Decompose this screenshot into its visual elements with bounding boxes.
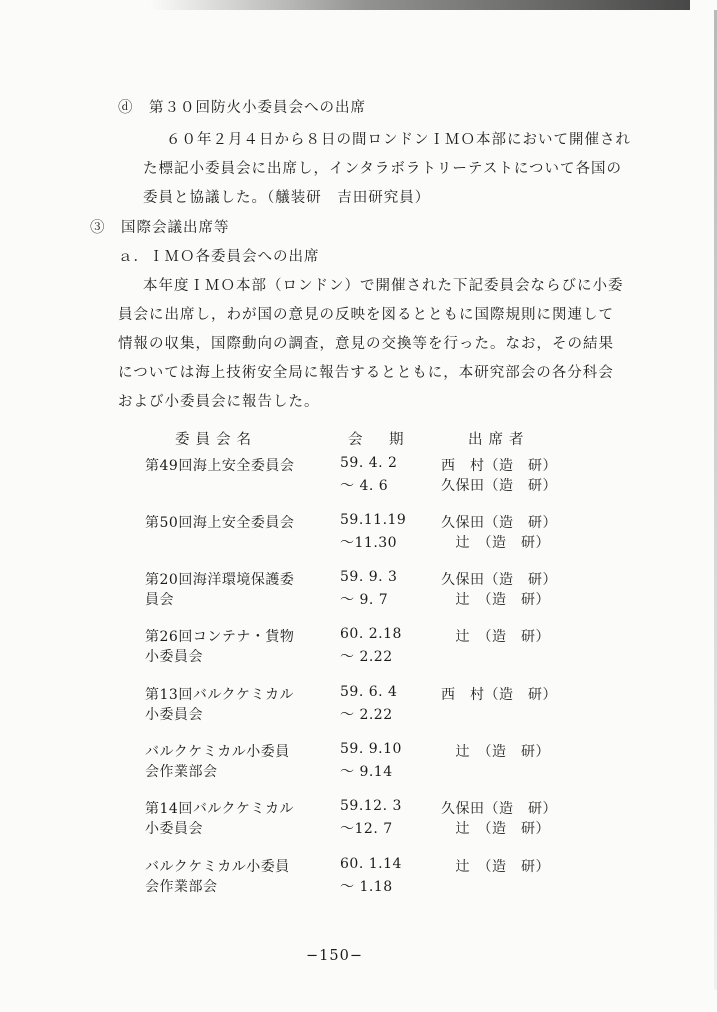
attendee-cell: 辻 （造 研） (441, 821, 550, 837)
scan-edge-shadow (150, 0, 690, 10)
paragraph-line: ６０年２月４日から８日の間ロンドンＩＭＯ本部において開催され (166, 132, 631, 148)
committee-name-cell: 小委員会 (145, 707, 203, 723)
attendee-cell: 久保田（造 研） (441, 801, 557, 817)
paragraph-line: 本年度ＩＭＯ本部（ロンドン）で開催された下記委員会ならびに小委 (143, 278, 624, 294)
committee-name-cell: 第26回コンテナ・貨物 (145, 629, 295, 645)
attendee-cell: 久保田（造 研） (441, 572, 557, 588)
committee-name-cell: バルクケミカル小委員 (145, 859, 290, 875)
attendee-cell: 辻 （造 研） (441, 629, 550, 645)
period-cell: 59. 9. 3 (340, 569, 398, 585)
committee-name-cell: 第13回バルクケミカル (145, 687, 295, 703)
committee-name-cell: 会作業部会 (145, 879, 218, 895)
committee-name-cell: 会作業部会 (145, 764, 218, 780)
period-cell: ～ 2.22 (340, 707, 393, 723)
period-cell: ～ 9.14 (340, 764, 393, 780)
column-header-committee: 委員会名 (175, 432, 257, 448)
attendee-cell: 辻 （造 研） (441, 592, 550, 608)
attendee-cell: 久保田（造 研） (441, 478, 557, 494)
committee-name-cell: 第14回バルクケミカル (145, 801, 295, 817)
committee-name-cell: 員会 (145, 592, 174, 608)
column-header-attendees: 出席者 (468, 432, 530, 448)
period-cell: ～ 4. 6 (340, 478, 389, 494)
paragraph-line: た標記小委員会に出席し，インタラボラトリーテストについて各国の (143, 161, 623, 177)
period-cell: ～ 1.18 (340, 879, 393, 895)
period-cell: ～11.30 (340, 535, 398, 551)
committee-name-cell: バルクケミカル小委員 (145, 744, 290, 760)
period-cell: ～ 9. 7 (340, 592, 389, 608)
period-cell: 60. 1.14 (340, 856, 402, 872)
period-cell: ～ 2.22 (340, 649, 393, 665)
period-cell: ～12. 7 (340, 821, 393, 837)
committee-name-cell: 第50回海上安全委員会 (145, 515, 295, 531)
attendee-cell: 久保田（造 研） (441, 515, 557, 531)
period-cell: 59.12. 3 (340, 798, 402, 814)
period-cell: 59. 4. 2 (340, 455, 398, 471)
paragraph-line: については海上技術安全局に報告するとともに，本研究部会の各分科会 (118, 365, 614, 381)
paragraph-line: 委員と協議した。（艤装研 吉田研究員） (143, 190, 431, 206)
paragraph-line: 員会に出席し，わが国の意見の反映を図るとともに国際規則に関連して (118, 307, 614, 323)
period-cell: 59. 9.10 (340, 741, 402, 757)
period-cell: 60. 2.18 (340, 626, 402, 642)
column-header-period: 会 期 (348, 432, 410, 448)
section-a-heading: ａ．ＩＭＯ各委員会への出席 (118, 249, 320, 265)
attendee-cell: 辻 （造 研） (441, 859, 550, 875)
committee-name-cell: 第49回海上安全委員会 (145, 458, 295, 474)
attendee-cell: 西 村（造 研） (441, 458, 557, 474)
paragraph-line: および小委員会に報告した。 (118, 394, 320, 410)
attendee-cell: 西 村（造 研） (441, 687, 557, 703)
section-d-heading: ⓓ 第３０回防火小委員会への出席 (118, 100, 366, 116)
committee-name-cell: 小委員会 (145, 649, 203, 665)
paragraph-line: 情報の収集，国際動向の調査，意見の交換等を行った。なお，その結果 (118, 336, 614, 352)
page-number: −150− (306, 948, 363, 964)
period-cell: 59.11.19 (340, 512, 407, 528)
committee-name-cell: 小委員会 (145, 821, 203, 837)
attendee-cell: 辻 （造 研） (441, 744, 550, 760)
committee-name-cell: 第20回海洋環境保護委 (145, 572, 295, 588)
period-cell: 59. 6. 4 (340, 684, 398, 700)
attendee-cell: 辻 （造 研） (441, 535, 550, 551)
section-3-heading: ③ 国際会議出席等 (90, 220, 230, 236)
